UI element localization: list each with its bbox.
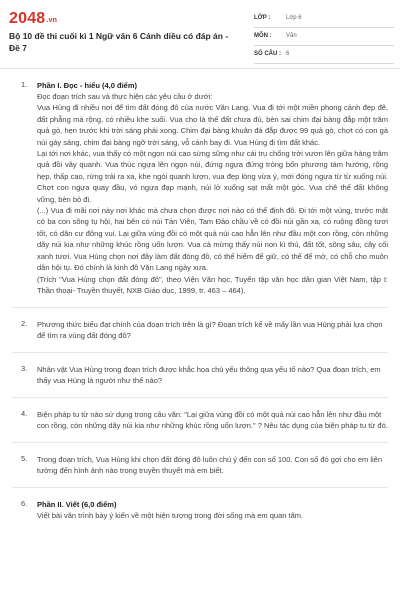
question-number: 2. (21, 319, 28, 329)
question-paragraph: Vua Hùng đi nhiều nơi để tìm đất đóng đô của nước Văn Lang. Vua đi tới một miền phong cảnh đẹp đẽ, đất phẳng mà rộng, có nhiều khe suối. Vua cho là thế đất chưa đủ, bèn sai chim đại bàng đắp một trăm quả gò, hẹn trước khi trời sáng phải xong. Chim đại bàng khuân đá đắp được 99 quả gò, chợt có con gà núi gáy sáng, chim đại bàng ngỡ trời sáng, vỗ cánh bay đi. Vua Hùng đi tìm đất khác. (37, 103, 388, 147)
question-title: Phần II. Viết (6,0 điểm) (37, 500, 117, 510)
logo-suffix: .vn (46, 17, 58, 24)
meta-row-subject (254, 30, 394, 46)
question-4 (0, 409, 400, 431)
question-paragraph: Lại tới nơi khác, vua thấy có một ngọn núi cao sừng sững như cái trụ chống trời vươn lên giữa hàng trăm quả đồi vây quanh. Vua thúc ngựa lên ngọn núi, đứng ngựa đứng tròng bốn phương tám hướng, rộng hẹp, thấp cao, rừng trải ra xa, khe ngòi quanh lượn, vua đẹp lòng vừa ý, mới đóng ngựa từ từ xuống núi. Chợt con ngựa quay đầu, vó ngựa đạp mạnh, núi lở xuống sạt mất một góc. Vua chê thế đất không vững, bèn bỏ đi. (37, 149, 388, 204)
question-number: 5. (21, 454, 28, 464)
divider (12, 307, 388, 308)
question-title: Phần I. Đọc - hiểu (4,0 điểm) (37, 81, 138, 90)
question-1 (0, 80, 400, 296)
question-paragraph: (...) Vua đi mãi nơi này nơi khác mà chưa chọn được nơi nào có thế định đô. Đi tới một vùng, trước mặt có ba con sông tụ hội, hai bên có núi Tản Viên, Tam Đảo chầu về có đồi núi gần xa, có ruộng đồng tươi tốt, có dân cư đông vui. Lại giữa vùng đồi có một quả núi cao hẳn lên như đầu một con rồng, còn những dãy núi kia như những khúc rồng uốn lượn. Vua cả mừng thấy núi non kì thú, đất tốt, sông sâu, cây cối xanh tươi. Vua Hùng chọn nơi đây làm đất đóng đô, có thế hiểm để giữ, có thế để mở, có chỗ cho muôn dân hội tụ. Đó chính là kinh đô Văn Lang ngày xưa. (37, 206, 388, 273)
question-paragraph: (Trích "Vua Hùng chọn đất đóng đô", theo Viện Văn học, Tuyển tập văn học dân gian Việt Nam, tập I: Thần thoại- Truyền thuyết, NXB Giáo dục, 1999, tr. 463 – 464). (37, 274, 388, 295)
divider (12, 352, 388, 353)
divider (12, 442, 388, 443)
meta-value: Văn (286, 33, 297, 39)
question-text: Trong đoạn trích, Vua Hùng khi chọn đất đóng đô luôn chú ý đến con số 100. Con số đó gợi cho em liên tưởng đến hình ảnh nào trong truyền thuyết mà em biết. (37, 455, 383, 476)
meta-row-class (254, 12, 394, 28)
question-2 (0, 319, 400, 341)
logo-number: 2048 (9, 10, 46, 27)
meta-row-question-count (254, 48, 394, 64)
header (0, 0, 400, 69)
meta-value: 6 (286, 51, 290, 57)
meta-label: LỚP : (254, 15, 271, 21)
meta-value: Lớp 6 (286, 15, 302, 21)
question-number: 6. (21, 499, 28, 509)
question-text: Nhân vật Vua Hùng trong đoạn trích được khắc họa chủ yếu thông qua yếu tố nào? Qua đoạn trích, em thấy vua Hùng là người như thế nào? (37, 365, 381, 386)
question-text: Viết bài văn trình bày ý kiến về một hiện tượng trong đời sống mà em quan tâm. (37, 511, 304, 521)
question-number: 1. (21, 80, 28, 89)
question-text: Biện pháp tu từ nào sử dụng trong câu văn: "Lại giữa vùng đồi có một quả núi cao hẳn lên như đầu một con rồng, còn những dãy núi kia như những khúc rồng uốn lượn." ? Nêu tác dụng của biện pháp tu từ đó. (37, 410, 388, 431)
question-list (0, 78, 400, 521)
exam-meta (254, 12, 394, 66)
meta-label: SỐ CÂU : (254, 51, 281, 57)
question-5 (0, 454, 400, 476)
question-paragraph: Đọc đoạn trích sau và thực hiện các yêu cầu ở dưới: (37, 92, 213, 101)
divider (12, 487, 388, 488)
divider (12, 397, 388, 398)
exam-title: Bộ 10 đề thi cuối kì 1 Ngữ văn 6 Cánh diều có đáp án - Đề 7 (9, 31, 229, 53)
question-number: 4. (21, 409, 28, 419)
site-logo[interactable] (9, 10, 57, 28)
meta-label: MÔN : (254, 33, 272, 39)
question-3 (0, 364, 400, 386)
question-number: 3. (21, 364, 28, 374)
question-text: Phương thức biểu đạt chính của đoạn trích trên là gì? Đoạn trích kể về mấy lần vua Hùng phải lựa chọn để tìm ra vùng đất đóng đô? (37, 320, 383, 341)
question-6 (0, 499, 400, 521)
